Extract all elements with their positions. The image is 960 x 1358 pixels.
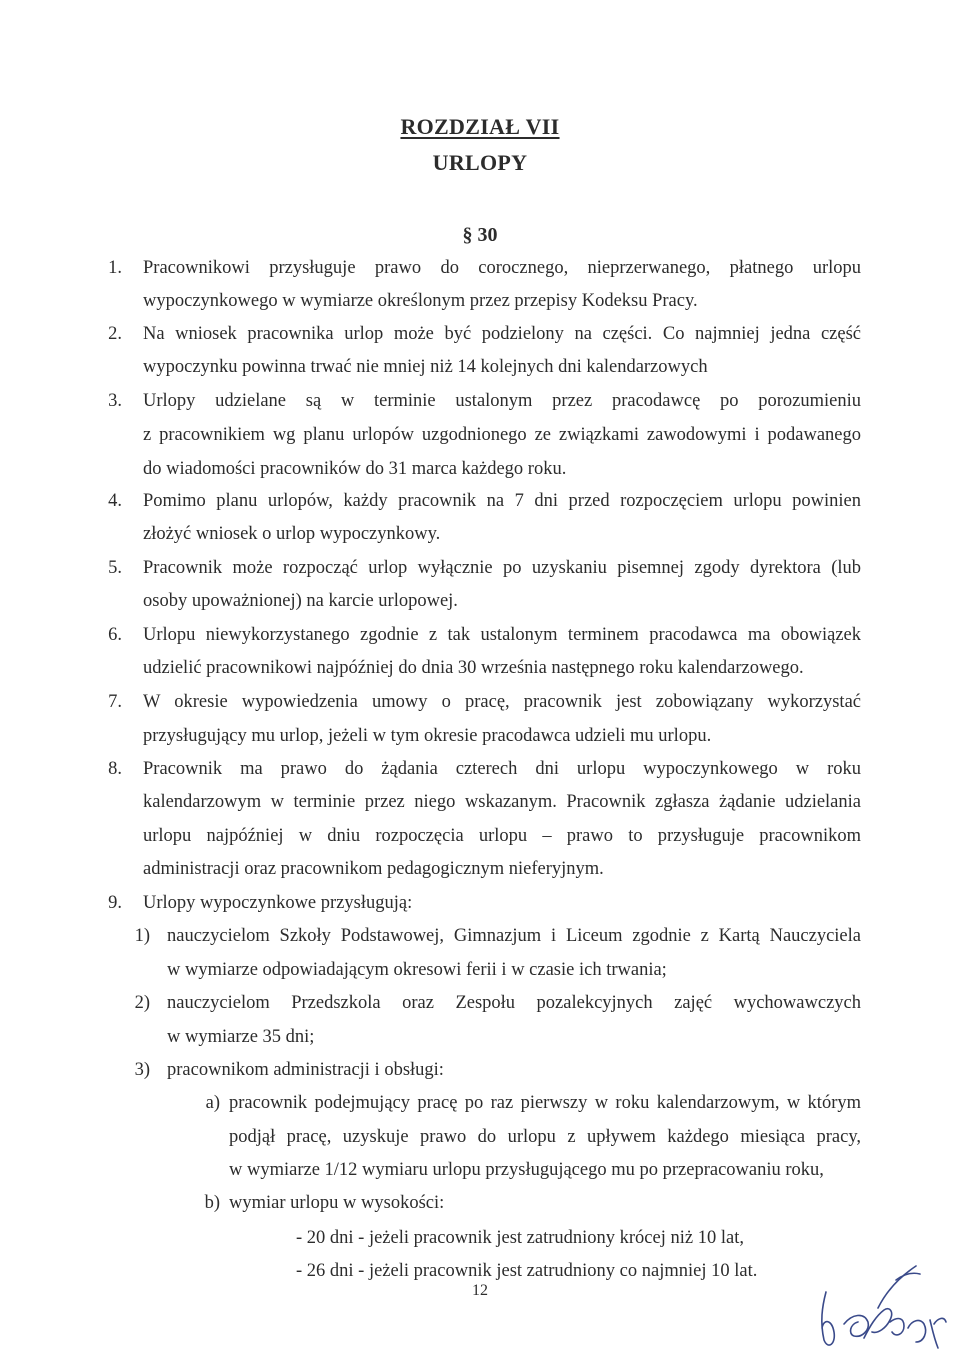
text-line: Urlopy wypoczynkowe przysługują:: [143, 893, 413, 913]
text-line: do wiadomości pracowników do 31 marca każdego roku.: [143, 459, 567, 479]
chapter-title: URLOPY: [432, 150, 528, 175]
page-number: 12: [472, 1282, 488, 1299]
sub-list-item-number: 2): [134, 993, 150, 1013]
text-line: Pracownik ma prawo do żądania czterech dni urlopu wypoczynkowego w roku: [143, 759, 861, 779]
list-item-number: 9.: [108, 893, 122, 913]
list-item-number: 5.: [108, 558, 122, 578]
sub-sub-list-item-number: b): [204, 1193, 220, 1213]
sub-sub-list-item-number: a): [205, 1093, 220, 1113]
text-line: Pomimo planu urlopów, każdy pracownik na 7 dni przed rozpoczęciem urlopu powinien: [143, 491, 861, 511]
text-line: w wymiarze odpowiadającym okresowi ferii i w czasie ich trwania;: [167, 960, 667, 980]
paragraph-heading: § 30: [462, 224, 498, 246]
text-line: kalendarzowym w terminie przez niego wskazanym. Pracownik zgłasza żądanie udzielania: [143, 792, 861, 812]
text-line: Pracownik może rozpocząć urlop wyłącznie po uzyskaniu pisemnej zgody dyrektora (lub: [143, 558, 861, 578]
text-line: - 26 dni - jeżeli pracownik jest zatrudniony co najmniej 10 lat.: [296, 1261, 758, 1281]
text-line: - 20 dni - jeżeli pracownik jest zatrudniony krócej niż 10 lat,: [296, 1228, 744, 1248]
text-line: Na wniosek pracownika urlop może być podzielony na części. Co najmniej jedna część: [143, 324, 861, 344]
text-line: przysługujący mu urlop, jeżeli w tym okresie pracodawca udzieli mu urlopu.: [143, 726, 712, 746]
sub-list-item-number: 3): [134, 1060, 150, 1080]
text-line: wypoczynku powinna trwać nie mniej niż 14 kolejnych dni kalendarzowych: [143, 357, 708, 377]
list-item-number: 3.: [108, 391, 122, 411]
text-line: wymiar urlopu w wysokości:: [229, 1193, 445, 1213]
text-line: podjął pracę, uzyskuje prawo do urlopu z upływem każdego miesiąca pracy,: [229, 1127, 861, 1147]
text-line: administracji oraz pracownikom pedagogicznym nieferyjnym.: [143, 859, 604, 879]
text-line: urlopu najpóźniej w dniu rozpoczęcia urlopu – prawo to przysługuje pracownikom: [143, 826, 861, 846]
text-line: pracownik podejmujący pracę po raz pierwszy w roku kalendarzowym, w którym: [229, 1093, 861, 1113]
text-line: z pracownikiem wg planu urlopów uzgodnionego ze związkami zawodowymi i podawanego: [143, 425, 861, 445]
text-line: wypoczynkowego w wymiarze określonym przez przepisy Kodeksu Pracy.: [143, 291, 698, 311]
text-line: Urlopy udzielane są w terminie ustalonym przez pracodawcę po porozumieniu: [143, 391, 861, 411]
text-line: w wymiarze 1/12 wymiaru urlopu przysługującego mu po przepracowaniu roku,: [229, 1160, 824, 1180]
list-item-number: 7.: [108, 692, 122, 712]
list-item-number: 2.: [108, 324, 122, 344]
text-line: nauczycielom Szkoły Podstawowej, Gimnazjum i Liceum zgodnie z Kartą Nauczyciela: [167, 926, 861, 946]
text-line: osoby upoważnionej) na karcie urlopowej.: [143, 591, 458, 611]
chapter-heading: ROZDZIAŁ VII: [400, 114, 560, 139]
text-line: W okresie wypowiedzenia umowy o pracę, pracownik jest zobowiązany wykorzystać: [143, 692, 861, 712]
list-item-number: 6.: [108, 625, 122, 645]
text-line: złożyć wniosek o urlop wypoczynkowy.: [143, 524, 441, 544]
sub-list-item-number: 1): [134, 926, 150, 946]
text-line: Pracownikowi przysługuje prawo do corocznego, nieprzerwanego, płatnego urlopu: [143, 258, 861, 278]
list-item-number: 4.: [108, 491, 122, 511]
list-item-number: 8.: [108, 759, 122, 779]
text-line: udzielić pracownikowi najpóźniej do dnia 30 września następnego roku kalendarzowego.: [143, 658, 804, 678]
text-line: pracownikom administracji i obsługi:: [167, 1060, 444, 1080]
text-line: Urlopu niewykorzystanego zgodnie z tak ustalonym terminem pracodawca ma obowiązek: [143, 625, 861, 645]
text-line: w wymiarze 35 dni;: [167, 1027, 315, 1047]
handwritten-signature: [812, 1262, 952, 1356]
list-item-number: 1.: [108, 258, 122, 278]
text-line: nauczycielom Przedszkola oraz Zespołu pozalekcyjnych zajęć wychowawczych: [167, 993, 861, 1013]
